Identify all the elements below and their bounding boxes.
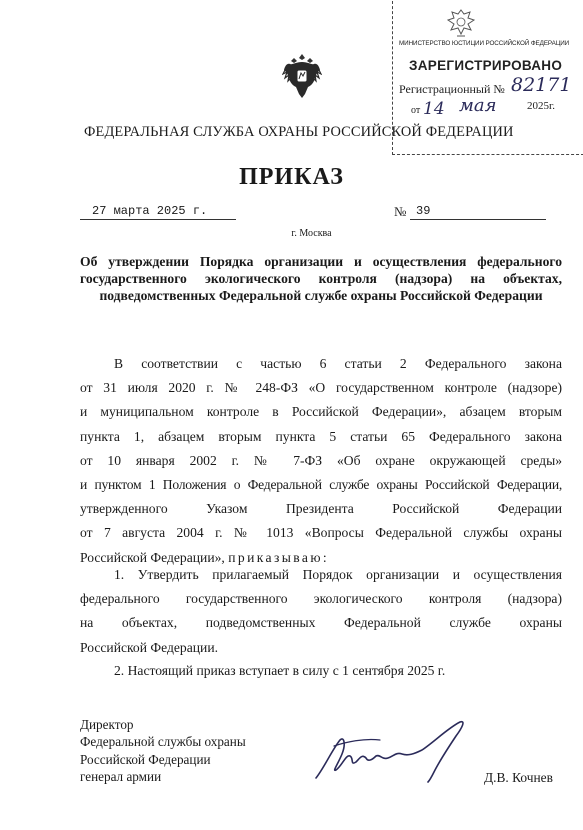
- stamp-date-day: 14: [423, 99, 445, 119]
- heading-line: подведомственных Федеральной службе охраны Российской Федерации: [99, 288, 543, 303]
- coat-of-arms-icon: [282, 52, 322, 100]
- paragraph-line: федерального государственного экологического контроля (надзора): [80, 591, 562, 607]
- paragraph-line: от 7 августа 2004 г. № 1013 «Вопросы Федеральной службы охраны: [80, 525, 562, 541]
- stamp-date-month: мая: [459, 95, 497, 116]
- order-number-label: №: [394, 204, 407, 219]
- item-1-paragraph: [80, 563, 562, 660]
- order-title: ПРИКАЗ: [239, 164, 344, 190]
- signatory-line: Директор: [80, 717, 134, 732]
- heading-line: государственного экологического контроля (надзора) на объектах,: [80, 271, 562, 286]
- paragraph-line: от 10 января 2002 г. № 7-ФЗ «Об охране окружающей среды»: [80, 452, 562, 468]
- signatory-line: Федеральной службы охраны: [80, 734, 246, 750]
- paragraph-line: и муниципальном контроле в Российской Федерации», абзацем вторым: [80, 404, 562, 420]
- paragraph-line: 2. Настоящий приказ вступает в силу с 1 сентября 2025 г.: [114, 663, 446, 678]
- signatory-line: Российской Федерации: [80, 751, 211, 767]
- stamp-date-year: 2025г.: [527, 100, 556, 112]
- order-heading: [80, 253, 562, 304]
- signatory-title: [80, 716, 246, 786]
- paragraph-line: Российской Федерации.: [80, 639, 218, 655]
- signatory-line: генерал армии: [80, 769, 162, 785]
- preamble-paragraph: [80, 352, 562, 570]
- stamp-reg-number: 82171: [511, 74, 572, 96]
- item-2-paragraph: [80, 659, 562, 683]
- signatory-name: Д.В. Кочнев: [484, 770, 553, 785]
- paragraph-line: и пунктом 1 Положения о Федеральной службе охраны Российской Федерации,: [80, 477, 562, 493]
- order-date: 27 марта 2025 г.: [80, 204, 236, 220]
- order-number: 39: [410, 204, 546, 220]
- paragraph-text: Российской Федерации»,: [80, 549, 225, 565]
- paragraph-line: пункта 1, абзацем вторым пункта 5 статьи 65 Федерального закона: [80, 428, 562, 444]
- handwritten-signature: [310, 716, 476, 786]
- order-command: приказываю:: [228, 549, 330, 565]
- stamp-date-prefix: от: [411, 105, 421, 116]
- paragraph-line: утвержденного Указом Президента Российской Федерации: [80, 501, 562, 517]
- stamp-emblem-icon: [444, 6, 478, 40]
- stamp-reg-label: Регистрационный №: [399, 82, 505, 96]
- paragraph-line: В соответствии с частью 6 статьи 2 Федерального закона: [114, 356, 562, 371]
- paragraph-line: на объектах, подведомственных Федеральной службе охраны: [80, 615, 562, 631]
- paragraph-line: от 31 июля 2020 г. № 248-ФЗ «О государственном контроле (надзоре): [80, 380, 562, 396]
- stamp-ministry: МИНИСТЕРСТВО ЮСТИЦИИ РОССИЙСКОЙ ФЕДЕРАЦИИ: [399, 40, 570, 47]
- agency-name: ФЕДЕРАЛЬНАЯ СЛУЖБА ОХРАНЫ РОССИЙСКОЙ ФЕДЕРАЦИИ: [84, 124, 514, 140]
- stamp-title: ЗАРЕГИСТРИРОВАНО: [409, 58, 563, 73]
- order-city: г. Москва: [291, 228, 332, 239]
- paragraph-line: 1. Утвердить прилагаемый Порядок организации и осуществления: [114, 567, 562, 582]
- heading-line: Об утверждении Порядка организации и осуществления федерального: [80, 254, 562, 269]
